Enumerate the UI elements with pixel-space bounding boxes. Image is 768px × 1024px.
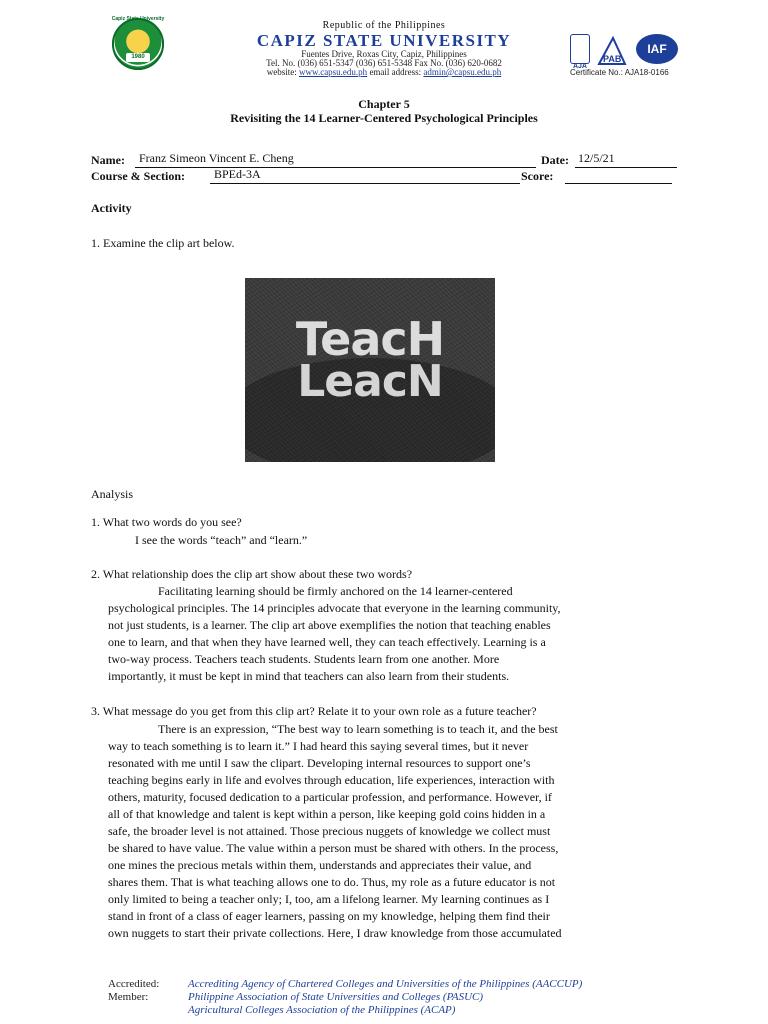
pab-logo-text: PAB — [603, 54, 622, 64]
activity-item-1: 1. Examine the clip art below. — [91, 236, 235, 250]
answer-2 — [108, 583, 677, 685]
accreditation-footer — [108, 978, 708, 1017]
iaf-logo: IAF — [636, 34, 678, 64]
answer-2-line: not just students, is a learner. The clip art above exemplifies the notion that teaching enables — [108, 618, 551, 632]
chapter-title: Chapter 5 — [358, 97, 410, 111]
member-value-2: Agricultural Colleges Association of the Philippines (ACAP) — [188, 1004, 456, 1016]
seal-year: 1980 — [126, 53, 150, 62]
member-label: Member: — [108, 991, 149, 1003]
accredited-value: Accrediting Agency of Chartered Colleges and Universities of the Philippines (AACCUP) — [188, 978, 583, 990]
answer-3-line: own nuggets to start their private collections. Here, I draw knowledge from those accumulated — [108, 926, 562, 940]
certificate-number: Certificate No.: AJA18-0166 — [570, 68, 669, 77]
website-prefix: website: — [266, 67, 300, 77]
answer-3-line: others, maturity, focused dedication to a particular profession, and performance. However, if — [108, 790, 552, 804]
member-value: Philippine Association of State Universities and Colleges (PASUC) — [188, 991, 484, 1003]
name-label: Name: — [91, 153, 125, 167]
date-label: Date: — [541, 153, 569, 167]
analysis-heading: Analysis — [91, 487, 133, 501]
answer-3-line: There is an expression, “The best way to learn something is to teach it, and the best — [158, 722, 558, 736]
clipart-word-teach: TeacH — [295, 312, 445, 366]
activity-heading: Activity — [91, 201, 132, 215]
course-value: BPEd-3A — [214, 167, 261, 181]
score-underline — [565, 169, 672, 184]
course-label: Course & Section: — [91, 169, 185, 183]
answer-3-line: stand in front of a class of eager learners, passing on my knowledge, helping them find their — [108, 909, 550, 923]
republic-line: Republic of the Philippines — [322, 20, 446, 31]
answer-3 — [108, 721, 677, 942]
question-1: 1. What two words do you see? — [91, 515, 242, 529]
date-value: 12/5/21 — [578, 151, 615, 165]
accredited-label: Accredited: — [108, 978, 160, 990]
answer-3-line: teaching begins early in life and evolves through education, life experiences, interaction with — [108, 773, 555, 787]
chapter-subtitle: Revisiting the 14 Learner-Centered Psychological Principles — [230, 111, 538, 125]
answer-3-line: shares them. That is what teaching allows one to do. Thus, my role as a future educator is not — [108, 875, 556, 889]
answer-2-line: one to learn, and that when they have learned well, they can teach effectively. Learning is a — [108, 635, 546, 649]
website-link[interactable]: www.capsu.edu.ph — [299, 67, 368, 77]
university-telephone: Tel. No. (036) 651-5347 (036) 651-5348 Fax No. (036) 620-0682 — [266, 58, 502, 68]
email-link[interactable]: admin@capsu.edu.ph — [423, 67, 502, 77]
university-name: CAPIZ STATE UNIVERSITY — [256, 31, 512, 50]
name-value: Franz Simeon Vincent E. Cheng — [139, 151, 294, 165]
teach-learn-clipart — [245, 278, 495, 462]
answer-3-line: only limited to being a teacher only; I, too, am a lifelong learner. My learning continues as I — [108, 892, 550, 906]
answer-3-line: resonated with me until I saw the clipart. Developing internal resources to support one’s — [108, 756, 531, 770]
answer-3-line: safe, the broader level is not attained. Those precious nuggets of knowledge we collect must — [108, 824, 551, 838]
aja-logo-text: AJA — [572, 63, 587, 70]
answer-2-line: Facilitating learning should be firmly anchored on the 14 learner-centered — [158, 584, 513, 598]
seal-label: Capiz State University — [111, 16, 165, 22]
answer-2-line: psychological principles. The 14 principles advocate that everyone in the learning community, — [108, 601, 561, 615]
answer-1: I see the words “teach” and “learn.” — [135, 533, 308, 547]
clipart-word-learn: LeacN — [297, 356, 443, 407]
university-address: Fuentes Drive, Roxas City, Capiz, Philippines — [301, 49, 467, 59]
question-2: 2. What relationship does the clip art show about these two words? — [91, 567, 413, 581]
answer-3-line: one mines the precious metals within them, understands and appreciates their value, and — [108, 858, 532, 872]
email-prefix: email address: — [367, 67, 424, 77]
answer-3-line: way to teach something is to learn it.” I had heard this saying several times, but it never — [108, 739, 529, 753]
answer-2-line: importantly, it must be kept in mind that teachers can also learn from their students. — [108, 669, 510, 683]
question-3: 3. What message do you get from this clip art? Relate it to your own role as a future teacher? — [91, 704, 537, 718]
score-label: Score: — [521, 169, 554, 183]
answer-3-line: be shared to have value. The value within a person must be shared with others. In the process, — [108, 841, 559, 855]
pab-logo — [595, 34, 629, 68]
answer-2-line: two-way process. Teachers teach students. Students learn from one another. More — [108, 652, 500, 666]
answer-3-line: all of that knowledge and talent is kept within a person, like keeping gold coins hidden in a — [108, 807, 546, 821]
aja-logo — [570, 34, 590, 64]
